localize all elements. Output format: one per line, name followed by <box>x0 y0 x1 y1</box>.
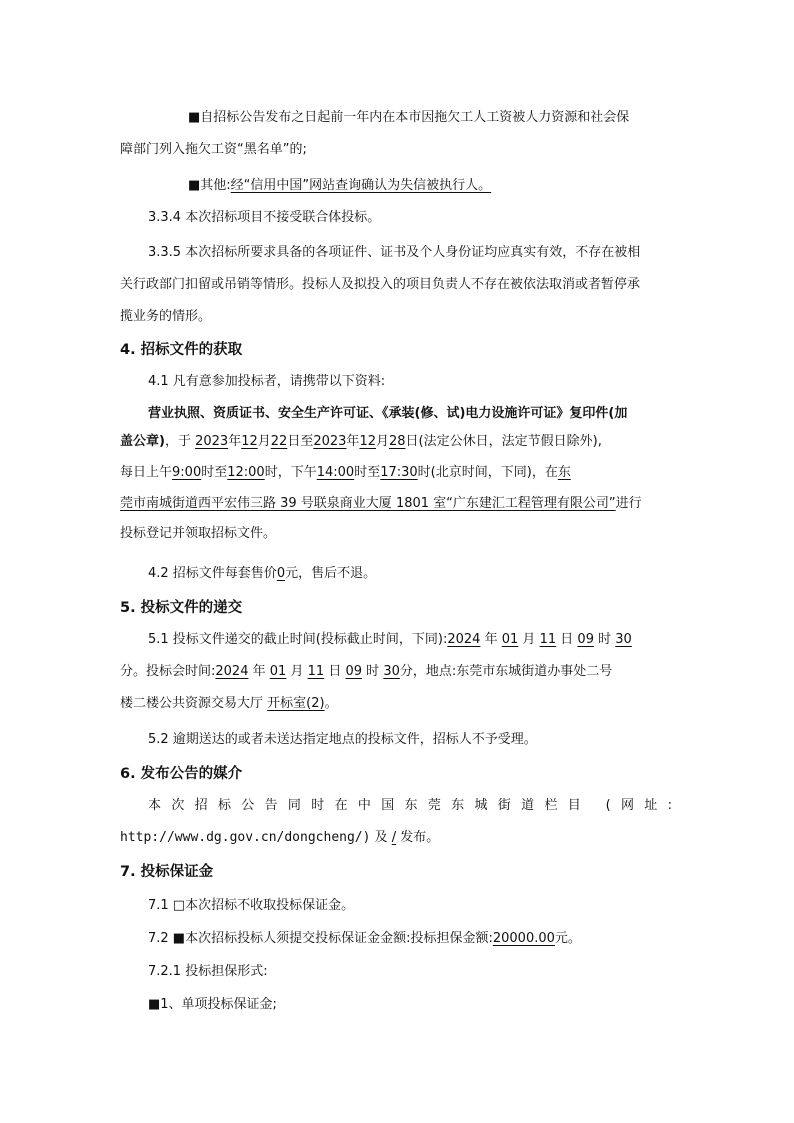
media-url-link[interactable]: http://www.dg.gov.cn/dongcheng/) <box>120 830 371 845</box>
bond-item-1: ■1、单项投标保证金; <box>148 997 277 1012</box>
bond-amount: 20000.00 <box>492 931 555 946</box>
deadline-month: 01 <box>501 632 519 647</box>
opening-minute: 30 <box>383 664 400 679</box>
blacklist-clause-line2: 障部门列入拖欠工资“黑名单”的; <box>120 142 307 157</box>
clause-7-2-1: 7.2.1 投标担保形式: <box>148 964 268 979</box>
other-clause: ■其他:经“信用中国”网站查询确认为失信被执行人。 <box>188 178 492 193</box>
address-line3: 投标登记并领取招标文件。 <box>120 526 277 541</box>
clause-3-3-5-line3: 揽业务的情形。 <box>120 309 212 324</box>
clause-3-3-5-line2: 关行政部门扣留或吊销等情形。投标人及拟投入的项目负责人不存在被依法取消或者暂停承 <box>120 277 641 292</box>
start-year: 2023 <box>195 434 229 449</box>
am-start: 9:00 <box>172 465 202 480</box>
daily-hours-line: 每日上午9:00时至12:00时，下午14:00时至17:30时(北京时间，下同)，在东 <box>120 465 571 480</box>
media-line1: 本次招标公告同时在中国东莞东城街道栏目 (网址: <box>148 798 675 813</box>
sale-dates-line: 盖公章)，于 2023年12月22日至2023年12月28日(法定公休日，法定节假日除外), <box>120 434 602 449</box>
other-media: / <box>391 830 397 845</box>
end-month: 12 <box>359 434 376 449</box>
pm-start: 14:00 <box>316 465 355 480</box>
clause-3-3-5-line1: 3.3.5 本次招标所要求具备的各项证件、证书及个人身份证均应真实有效，不存在被相 <box>148 245 641 260</box>
clause-5-2: 5.2 逾期送达的或者未送达指定地点的投标文件，招标人不予受理。 <box>148 732 537 747</box>
opening-hour: 09 <box>345 664 363 679</box>
clause-7-2: 7.2 ■本次招标投标人须提交投标保证金金额:投标担保金额:20000.00元。 <box>148 931 581 946</box>
media-line2: http://www.dg.gov.cn/dongcheng/) 及 / 发布。 <box>120 830 440 845</box>
address-line: 莞市南城街道西平宏伟三路 39 号联泉商业大厦 1801 室“广东建汇工程管理有限公司”进行 <box>120 496 642 511</box>
clause-4-2: 4.2 招标文件每套售价0元，售后不退。 <box>148 566 377 581</box>
required-docs-line1: 营业执照、资质证书、安全生产许可证、《承装(修、试)电力设施许可证》复印件(加 <box>148 406 628 421</box>
credit-china-clause: 经“信用中国”网站查询确认为失信被执行人。 <box>230 178 492 193</box>
start-day: 22 <box>270 434 288 449</box>
clause-3-3-4: 3.3.4 本次招标项目不接受联合体投标。 <box>148 210 381 225</box>
opening-room: 开标室(2) <box>267 696 325 711</box>
section-6-heading: 6. 发布公告的媒介 <box>120 766 243 782</box>
blacklist-clause-line1: ■自招标公告发布之日起前一年内在本市因拖欠工人工资被人力资源和社会保 <box>188 110 630 125</box>
venue-line: 楼二楼公共资源交易大厅 开标室(2)。 <box>120 696 338 711</box>
deadline-minute: 30 <box>615 632 632 647</box>
opening-year: 2024 <box>215 664 249 679</box>
deadline-hour: 09 <box>577 632 594 647</box>
end-day: 28 <box>389 434 406 449</box>
section-4-heading: 4. 招标文件的获取 <box>120 342 243 358</box>
clause-7-1: 7.1 □本次招标不收取投标保证金。 <box>148 898 355 913</box>
deadline-day: 11 <box>539 632 557 647</box>
pm-end: 17:30 <box>380 465 418 480</box>
opening-day: 11 <box>307 664 325 679</box>
clause-4-1: 4.1 凡有意参加投标者，请携带以下资料: <box>148 374 386 389</box>
start-month: 12 <box>241 434 258 449</box>
section-7-heading: 7. 投标保证金 <box>120 864 214 880</box>
opening-month: 01 <box>269 664 287 679</box>
deadline-line: 5.1 投标文件递交的截止时间(投标截止时间，下同):2024 年 01 月 11 日 09 时 30 <box>148 632 632 647</box>
opening-line: 分。投标会时间:2024 年 01 月 11 日 09 时 30分，地点:东莞市东城街道办事处二号 <box>120 664 613 679</box>
am-end: 12:00 <box>227 465 265 480</box>
document-price: 0 <box>276 566 286 581</box>
section-5-heading: 5. 投标文件的递交 <box>120 600 243 616</box>
registration-address: 莞市南城街道西平宏伟三路 39 号联泉商业大厦 1801 室“广东建汇工程管理有限公司” <box>120 496 616 511</box>
deadline-year: 2024 <box>447 632 481 647</box>
end-year: 2023 <box>313 434 347 449</box>
